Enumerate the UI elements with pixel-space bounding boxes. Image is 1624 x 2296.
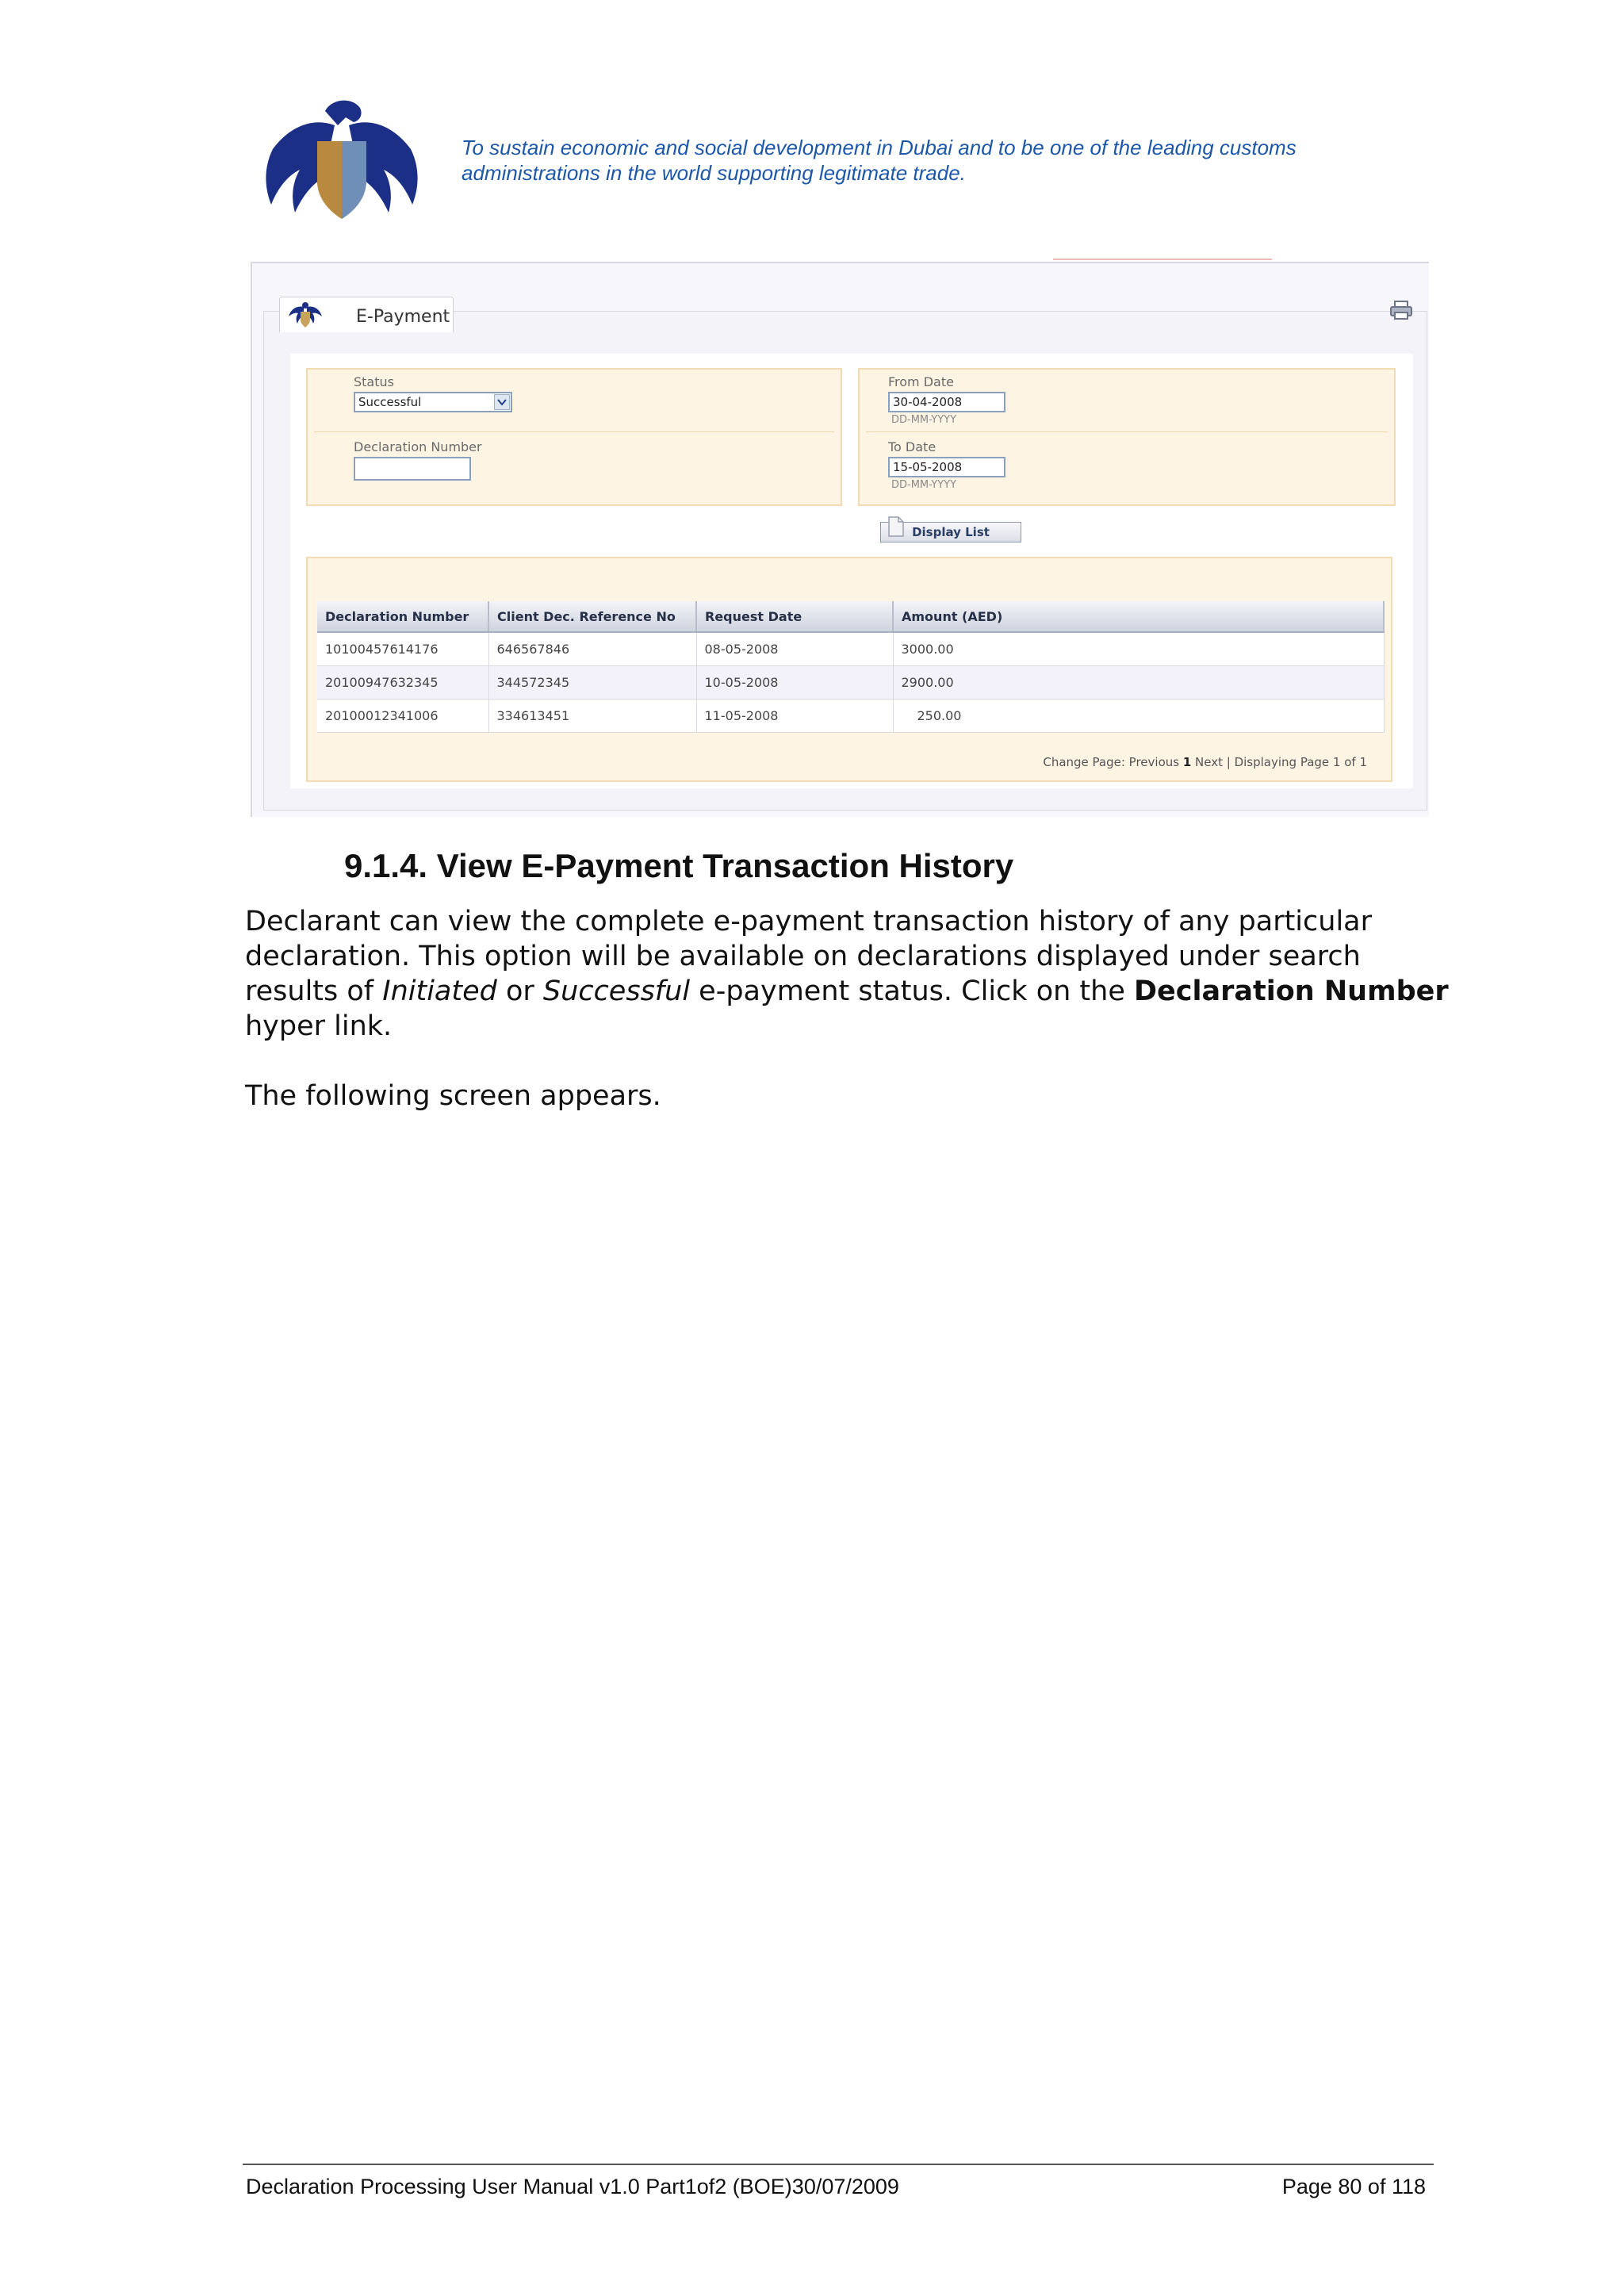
mission-line-2: administrations in the world supporting legitimate trade. xyxy=(462,161,966,185)
text-run: or xyxy=(496,976,543,1007)
results-box xyxy=(306,557,1392,782)
text-run: results of xyxy=(245,976,383,1007)
printer-icon[interactable] xyxy=(1389,300,1413,320)
section-heading: 9.1.4. View E-Payment Transaction History xyxy=(344,847,1014,884)
document-icon xyxy=(887,516,905,537)
italic-initiated: Initiated xyxy=(382,976,497,1007)
status-label: Status xyxy=(354,374,394,389)
tab-epayment-label: E-Payment xyxy=(356,307,450,327)
dubai-customs-logo-icon xyxy=(259,94,425,228)
table-cell: 646567846 xyxy=(488,632,696,666)
status-select-value: Successful xyxy=(358,395,422,409)
to-date-input[interactable]: 15-05-2008 xyxy=(888,457,1005,477)
from-date-label: From Date xyxy=(888,374,954,389)
table-header-row xyxy=(317,601,1384,632)
table-cell: 3000.00 xyxy=(893,632,1384,666)
top-accent-line xyxy=(1053,259,1272,260)
paragraph-line xyxy=(245,974,1449,1009)
to-date-hint: DD-MM-YYYY xyxy=(891,479,957,491)
text-run: e-payment status. Click on the xyxy=(690,976,1134,1007)
column-header[interactable]: Declaration Number xyxy=(317,601,488,632)
footer-document-title: Declaration Processing User Manual v1.0 Part1of2 (BOE)30/07/2009 xyxy=(246,2175,899,2198)
paragraph-line: hyper link. xyxy=(245,1010,393,1042)
column-header[interactable]: Request Date xyxy=(696,601,893,632)
table-row xyxy=(317,632,1384,666)
paragraph-line: Declarant can view the complete e-payment transaction history of any particular xyxy=(245,906,1373,937)
pagination xyxy=(1043,755,1367,769)
bold-declaration-number: Declaration Number xyxy=(1133,976,1449,1007)
filter-box-right xyxy=(858,368,1396,506)
paragraph-line: declaration. This option will be available on declarations displayed under search xyxy=(245,941,1361,972)
pager-current-page[interactable]: 1 xyxy=(1182,755,1192,769)
declaration-number-link[interactable]: 20100947632345 xyxy=(317,666,488,700)
table-cell: 344572345 xyxy=(488,666,696,700)
table-cell: 334613451 xyxy=(488,700,696,733)
table-row xyxy=(317,700,1384,733)
declaration-number-link[interactable]: 10100457614176 xyxy=(317,632,488,666)
paragraph-line: The following screen appears. xyxy=(245,1080,661,1112)
filter-divider xyxy=(866,431,1388,432)
declaration-number-input[interactable] xyxy=(354,457,471,481)
declaration-number-label: Declaration Number xyxy=(354,439,482,454)
table-row xyxy=(317,666,1384,700)
mission-line-1: To sustain economic and social development in Dubai and to be one of the leading customs xyxy=(462,136,1297,159)
table-cell: 08-05-2008 xyxy=(696,632,893,666)
epayment-content xyxy=(290,354,1413,788)
to-date-label: To Date xyxy=(888,439,936,454)
epayment-screenshot xyxy=(251,262,1429,817)
from-date-hint: DD-MM-YYYY xyxy=(891,414,957,426)
mission-statement xyxy=(462,135,1445,186)
table-cell: 250.00 xyxy=(893,700,1384,733)
dubai-customs-small-logo-icon xyxy=(286,299,324,331)
column-header[interactable]: Client Dec. Reference No xyxy=(488,601,696,632)
display-list-button[interactable] xyxy=(880,522,1021,542)
status-select[interactable] xyxy=(354,392,512,412)
pager-prefix[interactable]: Change Page: Previous xyxy=(1043,755,1183,769)
chevron-down-icon xyxy=(494,394,510,410)
footer-page-number: Page 80 of 118 xyxy=(1281,2175,1426,2198)
italic-successful: Successful xyxy=(542,976,691,1007)
filter-divider xyxy=(314,431,834,432)
results-table xyxy=(317,601,1385,733)
filter-box-left xyxy=(306,368,842,506)
declaration-number-link[interactable]: 20100012341006 xyxy=(317,700,488,733)
table-cell: 10-05-2008 xyxy=(696,666,893,700)
from-date-input[interactable]: 30-04-2008 xyxy=(888,392,1005,412)
table-cell: 2900.00 xyxy=(893,666,1384,700)
paragraph-following-screen xyxy=(245,1079,1434,1114)
footer-divider xyxy=(243,2164,1434,2165)
display-list-label: Display List xyxy=(912,525,990,539)
tab-epayment[interactable] xyxy=(279,297,454,332)
table-cell: 11-05-2008 xyxy=(696,700,893,733)
column-header[interactable]: Amount (AED) xyxy=(893,601,1384,632)
pager-suffix[interactable]: Next | Displaying Page 1 of 1 xyxy=(1191,755,1367,769)
paragraph-description xyxy=(245,904,1449,1044)
